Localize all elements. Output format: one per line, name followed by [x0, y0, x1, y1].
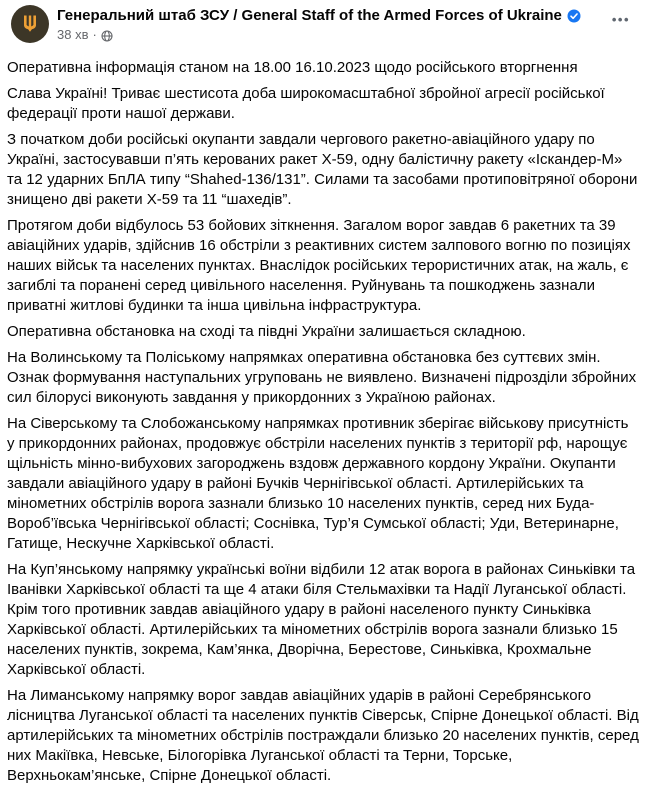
post-header	[0, 5, 648, 43]
verified-badge-icon	[567, 9, 581, 23]
post-paragraph: З початком доби російські окупанти завдали чергового ракетно-авіаційного удару по Україні, застосувавши п’ять керованих ракет Х-59, одну балістичну ракету «Іскандер-М» та 12 ударних БпЛА типу “Shahed-136/131”. Силами та засобами протиповітряної оборони знищено дві ракети Х-59 та 11 “шахедів”.	[7, 131, 638, 208]
post-paragraph: Оперативна обстановка на сході та півдні України залишається складною.	[7, 323, 526, 340]
page-name-row	[57, 6, 608, 26]
post-body	[0, 58, 648, 786]
globe-icon	[101, 30, 113, 42]
post-paragraph: Слава Україні! Триває шестисота доба широкомасштабної збройної агресії російської федерації проти нашої держави.	[7, 85, 605, 122]
post-paragraph: На Сіверському та Слобожанському напрямках противник зберігає військову присутність у прикордонних районах, продовжує обстріли населених пунктів з території рф, нарощує щільність мінно-вибухових загороджень вздовж державного кордону України. Окупанти завдали авіаційного удару в районі Бучків Чернігівської області. Артилерійських та мінометних обстрілів ворога зазнали близько 10 населених пунктів, серед них Буда-Вороб’ївська Чернігівської області; Соснівка, Тур’я Сумської області; Уди, Ветеринарне, Гатище, Нескучне Харківської області.	[7, 415, 629, 552]
page-name-link[interactable]: Генеральний штаб ЗСУ / General Staff of the Armed Forces of Ukraine	[57, 7, 562, 24]
post-paragraph: На Куп’янському напрямку українські воїни відбили 12 атак ворога в районах Синьківки та Іванівки Харківської області та ще 4 атаки біля Стельмахівки та Надії Луганської області. Крім того противник завдав авіаційного удару в районі населеного пункту Синьківка Харківської області. Артилерійських та мінометних обстрілів ворога зазнали близько 15 населених пунктів, зокрема, Кам’янка, Дворічна, Берестове, Синьківка, Крохмальне Харківської області.	[7, 561, 636, 678]
more-options-button[interactable]: •••	[611, 12, 630, 27]
post-paragraph: На Лиманському напрямку ворог завдав авіаційних ударів в районі Серебрянського лісництва Луганської області та населених пунктів Сіверськ, Спірне Донецької області. Від артилерійських та мінометних обстрілів постраждали близько 20 населених пунктів, серед них Макіївка, Невське, Білогорівка Луганської області та Терни, Торське, Верхньокам’янське, Спірне Донецької області.	[7, 687, 639, 784]
post-paragraph: Протягом доби відбулось 53 бойових зіткнення. Загалом ворог завдав 6 ракетних та 39 авіаційних ударів, здійснив 16 обстріли з реактивних систем залпового вогню по позиціях наших військ та населених пунктах. Внаслідок російських терористичних атак, на жаль, є загиблі та поранені серед цивільного населення. Руйнувань та пошкоджень зазнали приватні житлові будинки та інша цивільна інфраструктура.	[7, 217, 631, 314]
meta-separator: ·	[92, 27, 97, 42]
header-info	[57, 5, 608, 43]
trident-icon	[18, 12, 42, 36]
post-paragraph: На Волинському та Поліському напрямках оперативна обстановка без суттєвих змін. Ознак формування наступальних угруповань не виявлено. Визначені підрозділи збройних сил білорусі виконують завдання у прикордонних з Україною районах.	[7, 349, 637, 406]
post-paragraph: Оперативна інформація станом на 18.00 16.10.2023 щодо російського вторгнення	[7, 59, 578, 76]
post-meta-row	[57, 27, 608, 43]
avatar[interactable]	[11, 5, 49, 43]
timestamp[interactable]: 38 хв	[57, 27, 89, 42]
